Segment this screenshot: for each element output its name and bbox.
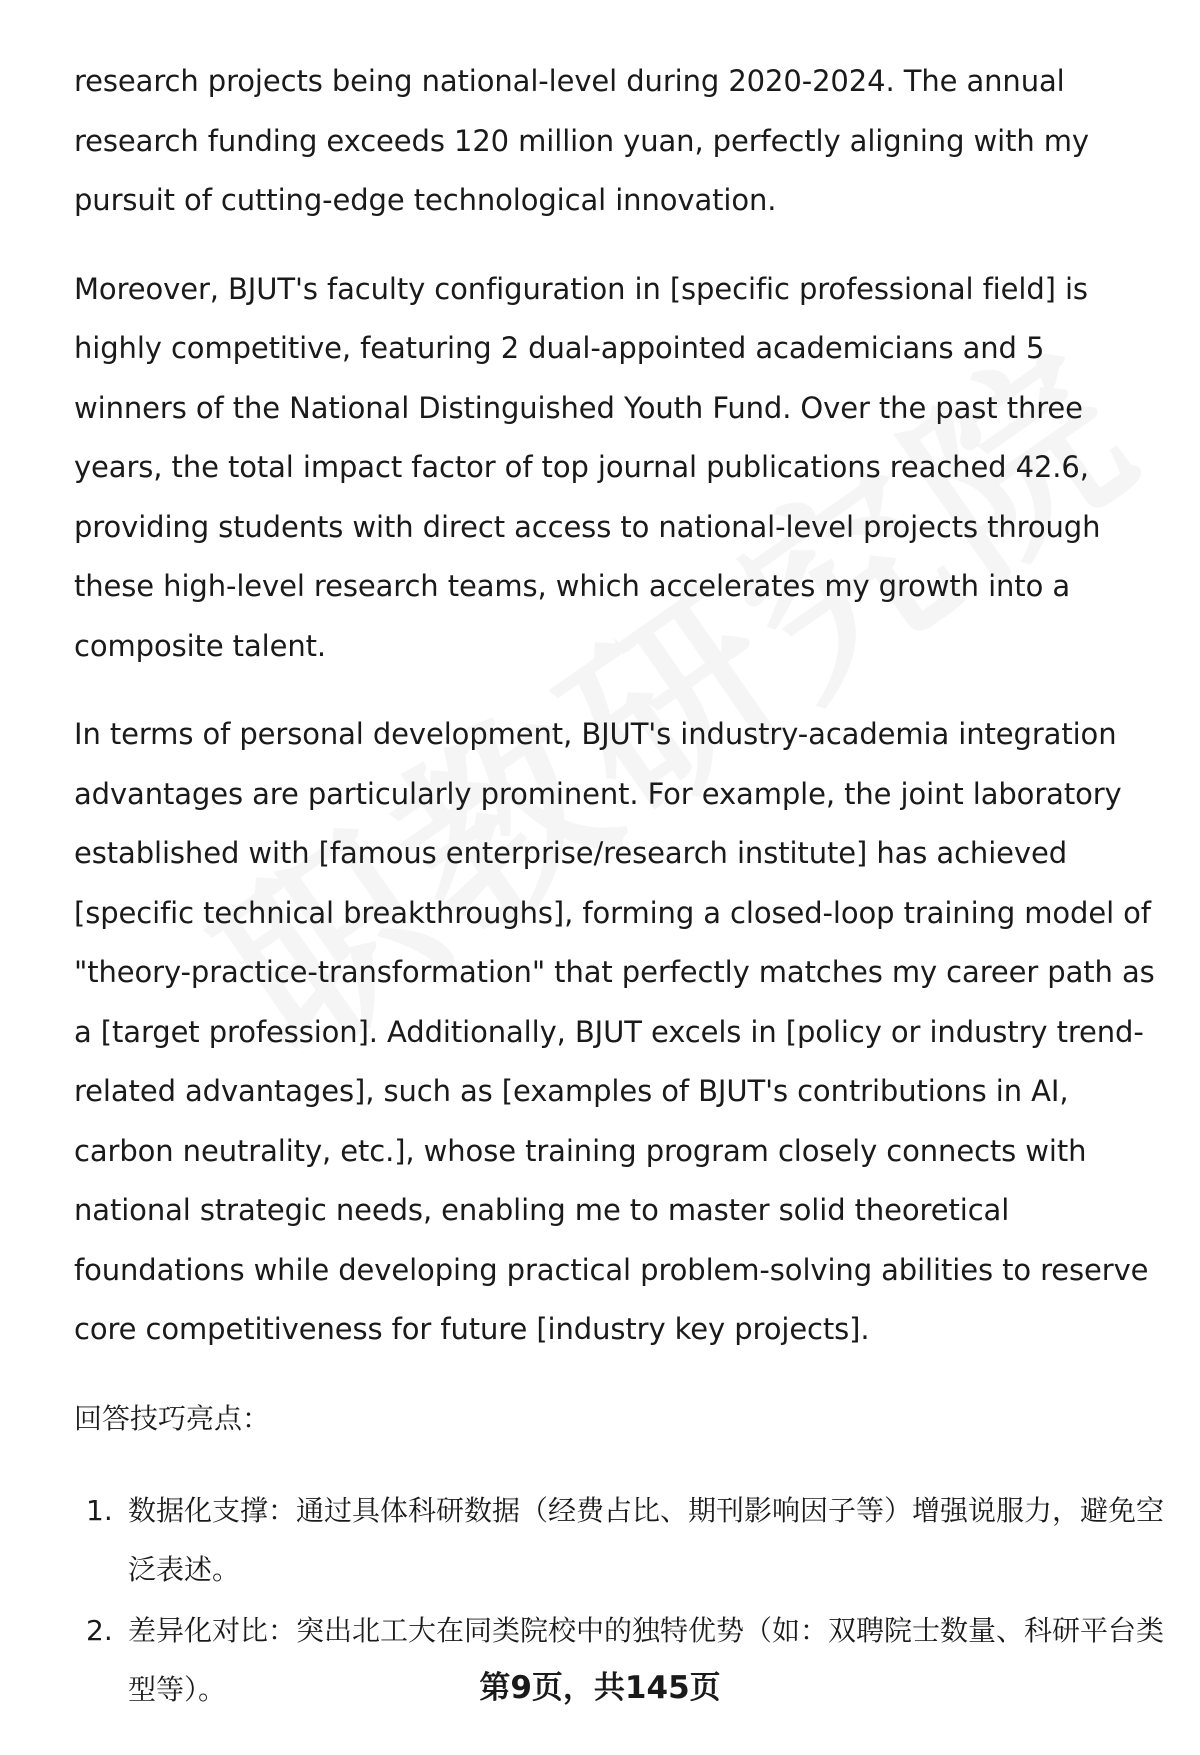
list-item xyxy=(74,1481,1164,1599)
paragraph-faculty: Moreover, BJUT's faculty configuration in [specific professional field] is highly competitive, featuring 2 dual-appointed academicians and 5 winners of the National Distinguished Youth Fund. Over the past three years, the total impact factor of top journal publications reached 42.6, providing students with direct access to national-level projects through these high-level research teams, which accelerates my growth into a composite talent. xyxy=(74,271,1101,663)
paragraph-personal-development: In terms of personal development, BJUT's industry-academia integration advantages are particularly prominent. For example, the joint laboratory established with [famous enterprise/research institute] has achieved [specific technical breakthroughs], forming a closed-loop training model of "theory-practice-transformation" that perfectly matches my career path as a [target profession]. Additionally, BJUT excels in [policy or industry trend-related advantages], such as [examples of BJUT's contributions in AI, carbon neutrality, etc.], whose training program closely connects with national strategic needs, enabling me to master solid theoretical foundations while developing practical problem-solving abilities to reserve core competitiveness for future [industry key projects]. xyxy=(74,717,1155,1346)
document-body xyxy=(74,52,1164,1721)
list-item-number: 1. xyxy=(86,1493,113,1527)
list-item-number: 2. xyxy=(86,1613,113,1647)
paragraph-research-funding: research projects being national-level during 2020-2024. The annual research funding exceeds 120 million yuan, perfectly aligning with my pursuit of cutting-edge technological innovation. xyxy=(74,64,1089,217)
list-item-text: 数据化支撑：通过具体科研数据（经费占比、期刊影响因子等）增强说服力，避免空泛表述。 xyxy=(128,1493,1165,1586)
page-footer: 第9页，共145页 xyxy=(479,1670,721,1706)
tips-heading: 回答技巧亮点： xyxy=(74,1401,271,1435)
list-item-text: 差异化对比：突出北工大在同类院校中的独特优势（如：双聘院士数量、科研平台类型等）。 xyxy=(128,1613,1165,1706)
